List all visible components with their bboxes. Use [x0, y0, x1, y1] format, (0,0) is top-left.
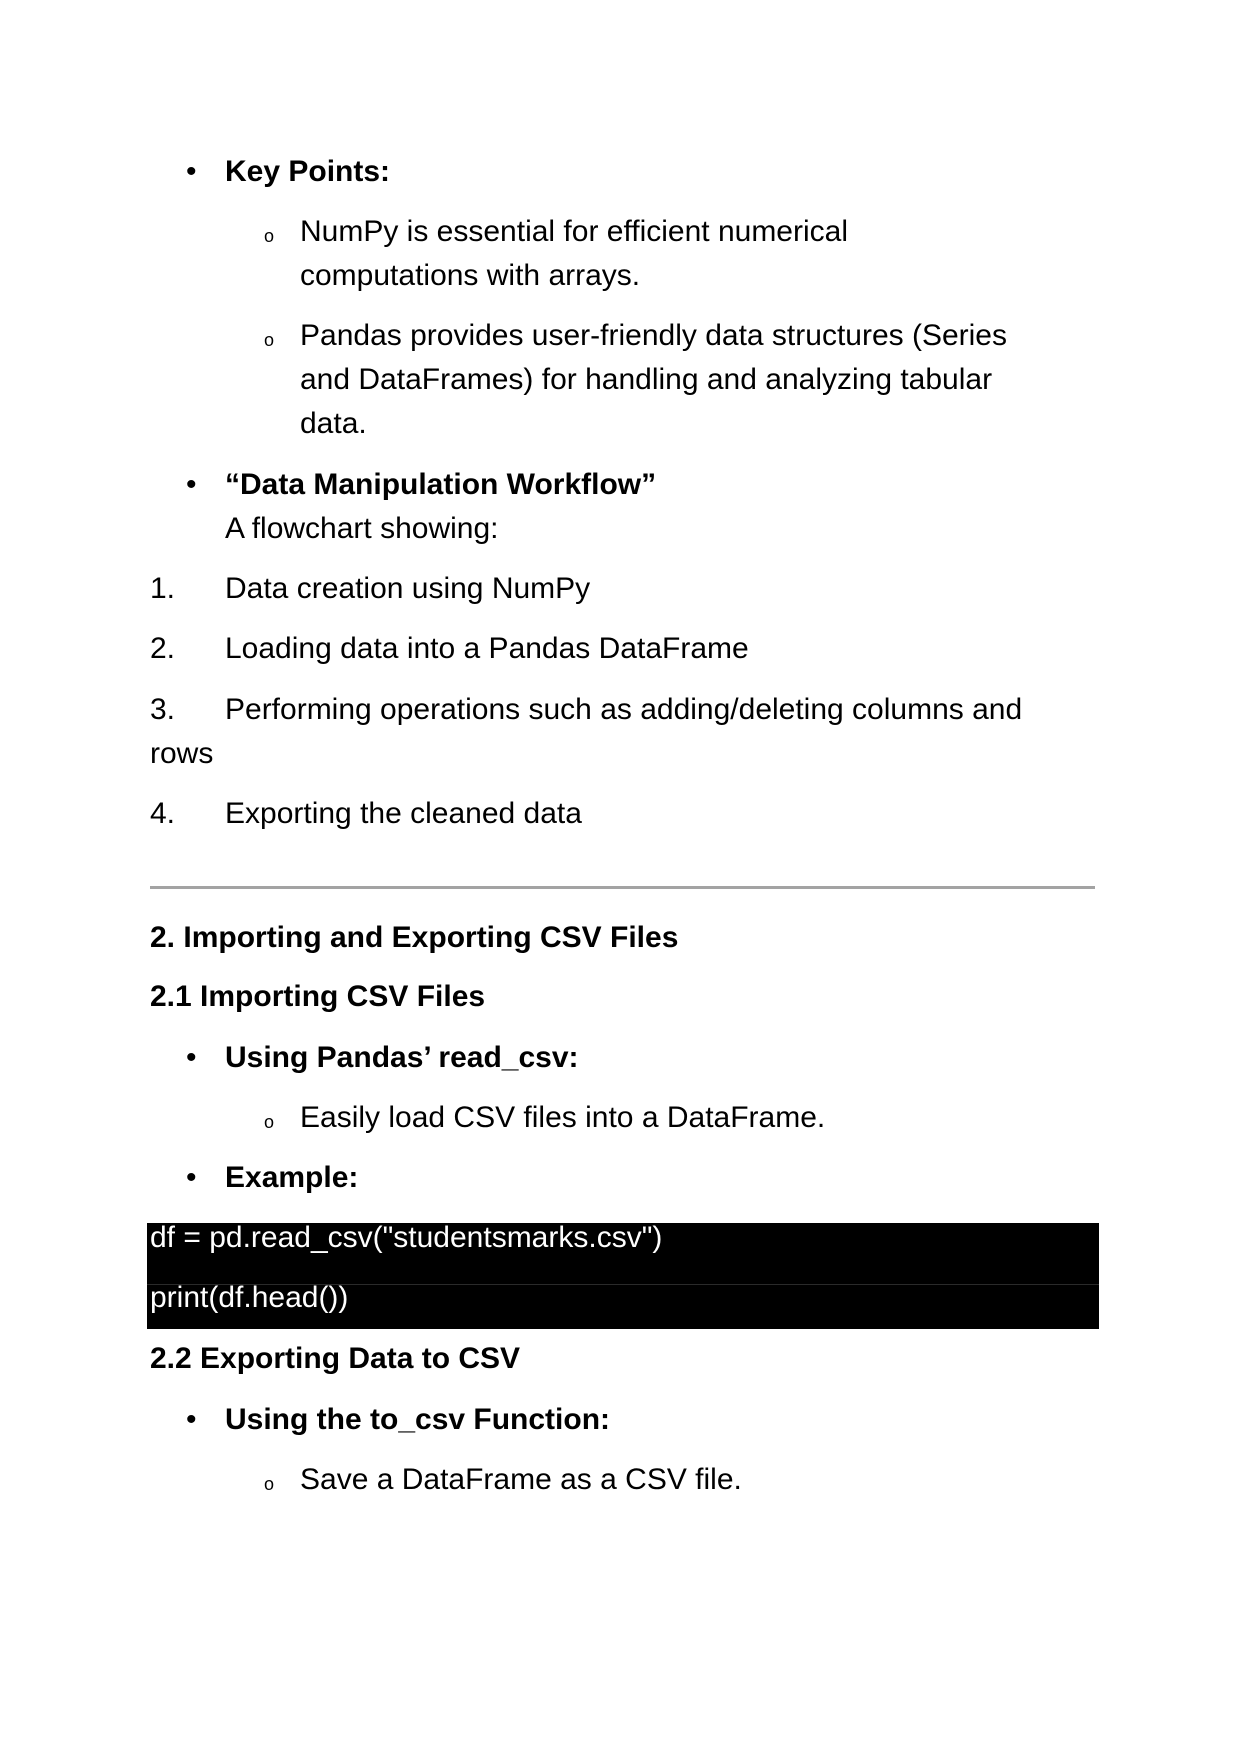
- step-3-continuation: rows: [150, 737, 214, 770]
- key-points-heading: Key Points:: [225, 155, 391, 188]
- step-3-number: 3.: [150, 693, 176, 726]
- step-2-number: 2.: [150, 632, 176, 665]
- step-1-text: Data creation using NumPy: [225, 572, 591, 605]
- key-point-2-line-1: Pandas provides user-friendly data structures (Series: [300, 319, 1007, 352]
- section-2-2-heading: 2.2 Exporting Data to CSV: [150, 1342, 521, 1375]
- section-divider: [150, 886, 1095, 889]
- bullet-marker: •: [186, 1041, 197, 1074]
- subbullet-marker: o: [264, 1474, 275, 1494]
- step-4-text: Exporting the cleaned data: [225, 797, 582, 830]
- key-point-2-line-2: and DataFrames) for handling and analyzing tabular: [300, 363, 993, 396]
- bullet-marker: •: [186, 468, 197, 501]
- section-2-heading: 2. Importing and Exporting CSV Files: [150, 921, 679, 954]
- read-csv-bullet: Using Pandas’ read_csv:: [225, 1041, 579, 1074]
- code-line-1: df = pd.read_csv("studentsmarks.csv"): [150, 1221, 663, 1254]
- example-label: Example:: [225, 1161, 359, 1194]
- key-point-2-line-3: data.: [300, 407, 367, 440]
- step-1-number: 1.: [150, 572, 176, 605]
- bullet-marker: •: [186, 1403, 197, 1436]
- subbullet-marker: o: [264, 1112, 275, 1132]
- to-csv-bullet: Using the to_csv Function:: [225, 1403, 611, 1436]
- read-csv-description: Easily load CSV files into a DataFrame.: [300, 1101, 826, 1134]
- bullet-marker: •: [186, 1161, 197, 1194]
- subbullet-marker: o: [264, 330, 275, 350]
- key-point-1-line-1: NumPy is essential for efficient numerical: [300, 215, 848, 248]
- step-4-number: 4.: [150, 797, 176, 830]
- step-2-text: Loading data into a Pandas DataFrame: [225, 632, 749, 665]
- step-3-text: Performing operations such as adding/deleting columns and: [225, 693, 1023, 726]
- subbullet-marker: o: [264, 226, 275, 246]
- to-csv-description: Save a DataFrame as a CSV file.: [300, 1463, 742, 1496]
- section-2-1-heading: 2.1 Importing CSV Files: [150, 980, 486, 1013]
- workflow-intro: A flowchart showing:: [225, 512, 499, 545]
- bullet-marker: •: [186, 155, 197, 188]
- code-line-2: print(df.head()): [150, 1281, 349, 1314]
- key-point-1-line-2: computations with arrays.: [300, 259, 641, 292]
- workflow-heading: “Data Manipulation Workflow”: [225, 468, 657, 501]
